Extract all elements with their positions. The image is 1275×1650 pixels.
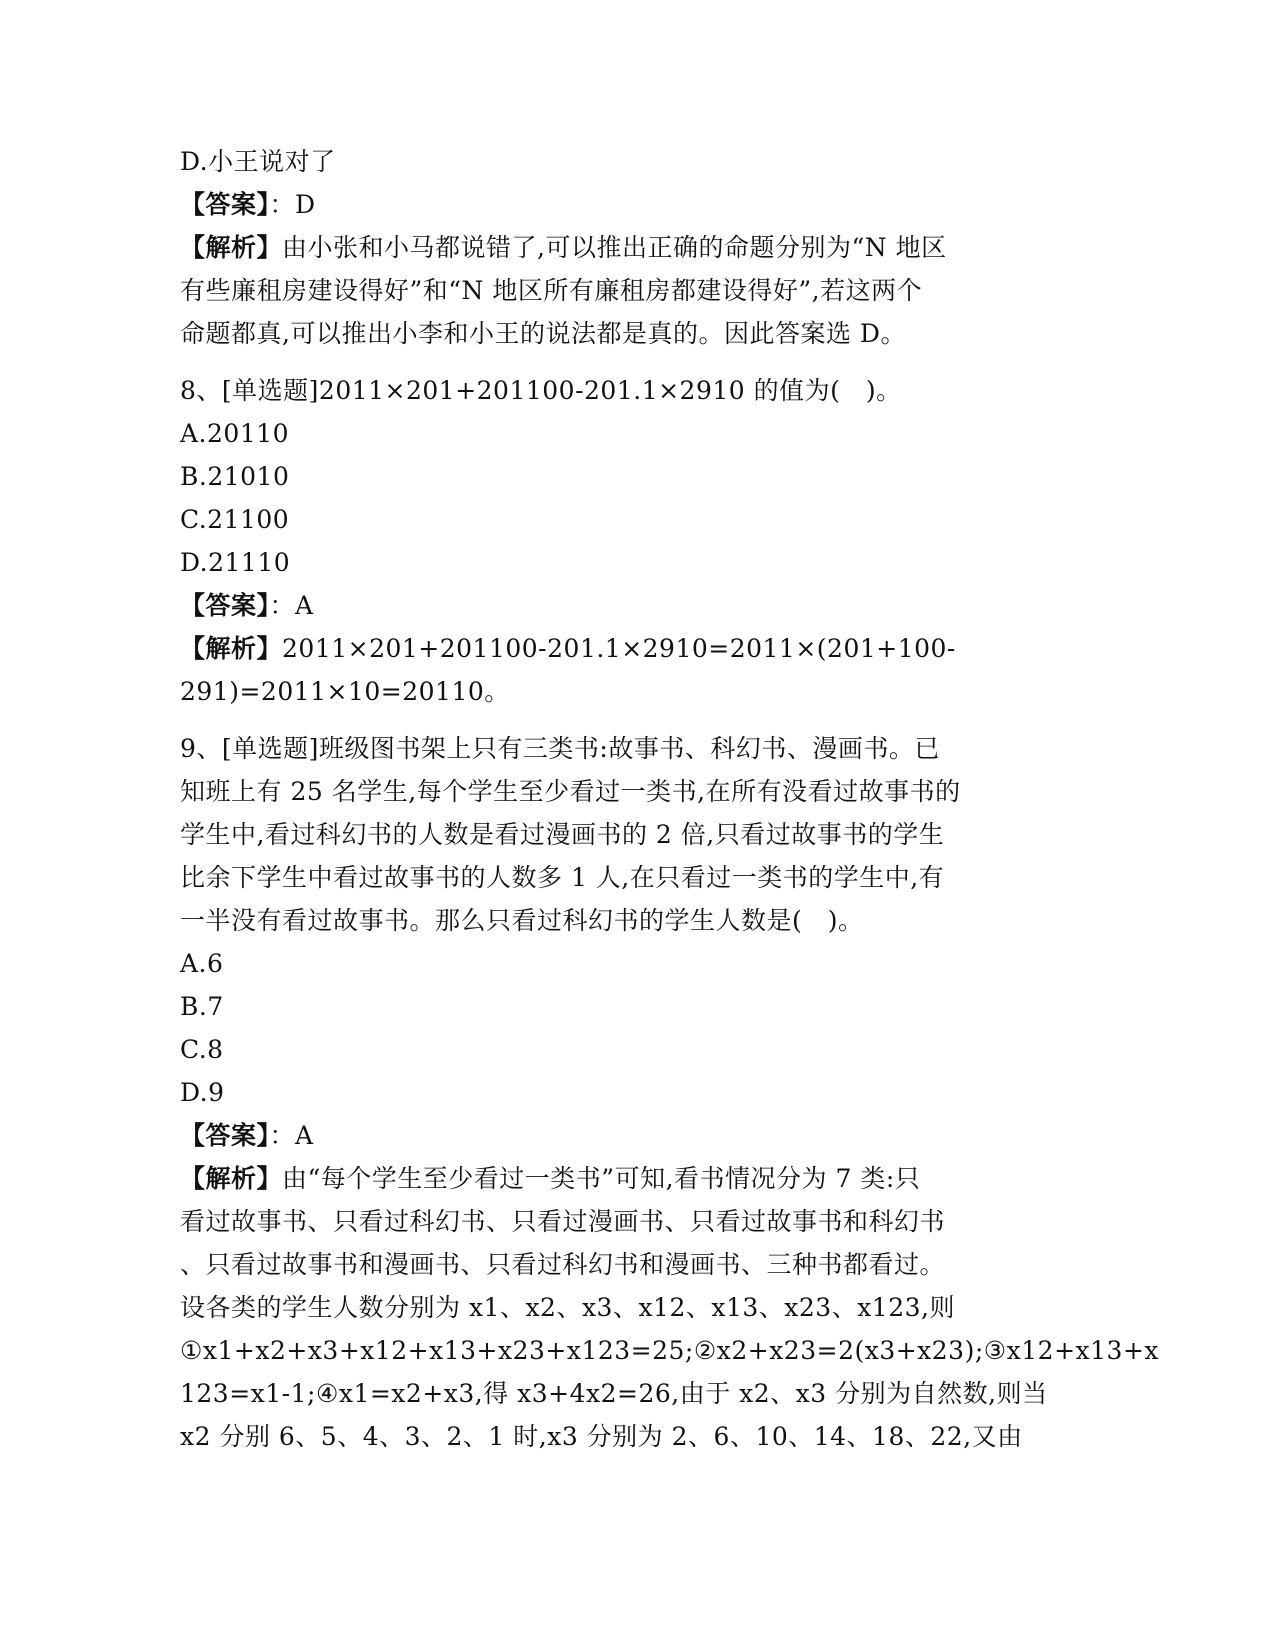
q9-option-d: D.9 — [180, 1078, 225, 1107]
q8-analysis-line-2: 291)=2011×10=20110。 — [180, 677, 510, 706]
document-page — [180, 140, 1159, 1458]
q9-answer — [180, 1114, 1040, 1157]
q9-analysis-line-1 — [180, 1157, 1040, 1200]
analysis-text: 由“每个学生至少看过一类书”可知,看书情况分为 7 类:只 — [282, 1164, 921, 1193]
q9-option-a: A.6 — [180, 949, 224, 978]
answer-tag: 【答案】 — [180, 591, 270, 620]
q7-analysis-line-2: 有些廉租房建设得好”和“N 地区所有廉租房都建设得好”,若这两个 — [180, 276, 923, 305]
answer-tag: 【答案】 — [180, 1121, 270, 1150]
q9-stem-line-5: 一半没有看过故事书。那么只看过科幻书的学生人数是( )。 — [180, 906, 864, 935]
q9-analysis-line-5: ①x1+x2+x3+x12+x13+x23+x123=25;②x2+x23=2(x3+x23);③x12+x13+x — [180, 1336, 1159, 1365]
answer-value: ：A — [269, 1121, 314, 1150]
q9-analysis-line-4: 设各类的学生人数分别为 x1、x2、x3、x12、x13、x23、x123,则 — [180, 1293, 955, 1322]
q9-stem-line-2: 知班上有 25 名学生,每个学生至少看过一类书,在所有没看过故事书的 — [180, 777, 961, 806]
analysis-text: 由小张和小马都说错了,可以推出正确的命题分别为“N 地区 — [282, 233, 947, 262]
q9-analysis-line-3: 、只看过故事书和漫画书、只看过科幻书和漫画书、三种书都看过。 — [180, 1250, 946, 1279]
q8-stem: 8、[单选题]2011×201+201100-201.1×2910 的值为( )。 — [180, 376, 902, 405]
analysis-tag: 【解析】 — [180, 233, 283, 262]
q9-stem-line-3: 学生中,看过科幻书的人数是看过漫画书的 2 倍,只看过故事书的学生 — [180, 820, 945, 849]
q7-answer — [180, 183, 1040, 226]
q9-analysis-line-7: x2 分别 6、5、4、3、2、1 时,x3 分别为 2、6、10、14、18、22,又由 — [180, 1422, 1023, 1451]
answer-tag: 【答案】 — [180, 190, 270, 219]
q9-stem-line-1: 9、[单选题]班级图书架上只有三类书:故事书、科幻书、漫画书。已 — [180, 734, 940, 763]
q8-option-d: D.21110 — [180, 548, 291, 577]
analysis-tag: 【解析】 — [180, 1164, 283, 1193]
q9-stem-line-4: 比余下学生中看过故事书的人数多 1 人,在只看过一类书的学生中,有 — [180, 863, 945, 892]
q8-answer — [180, 584, 1040, 627]
q9-analysis-line-6: 123=x1-1;④x1=x2+x3,得 x3+4x2=26,由于 x2、x3 分别为自然数,则当 — [180, 1379, 1048, 1408]
q8-option-b: B.21010 — [180, 462, 290, 491]
answer-value: ：D — [269, 190, 316, 219]
spacer — [180, 355, 1040, 369]
q9-option-c: C.8 — [180, 1035, 224, 1064]
q9-option-b: B.7 — [180, 992, 224, 1021]
q8-analysis-line-1 — [180, 627, 1040, 670]
analysis-tag: 【解析】 — [180, 634, 283, 663]
q7-analysis-line-3: 命题都真,可以推出小李和小王的说法都是真的。因此答案选 D。 — [180, 319, 906, 348]
q9-analysis-line-2: 看过故事书、只看过科幻书、只看过漫画书、只看过故事书和科幻书 — [180, 1207, 946, 1236]
spacer — [180, 713, 1040, 727]
q8-option-c: C.21100 — [180, 505, 290, 534]
analysis-text: 2011×201+201100-201.1×2910=2011×(201+100- — [282, 634, 956, 663]
answer-value: ：A — [269, 591, 314, 620]
q8-option-a: A.20110 — [180, 419, 290, 448]
q7-analysis-line-1 — [180, 226, 1040, 269]
q7-option-d: D.小王说对了 — [180, 147, 336, 176]
